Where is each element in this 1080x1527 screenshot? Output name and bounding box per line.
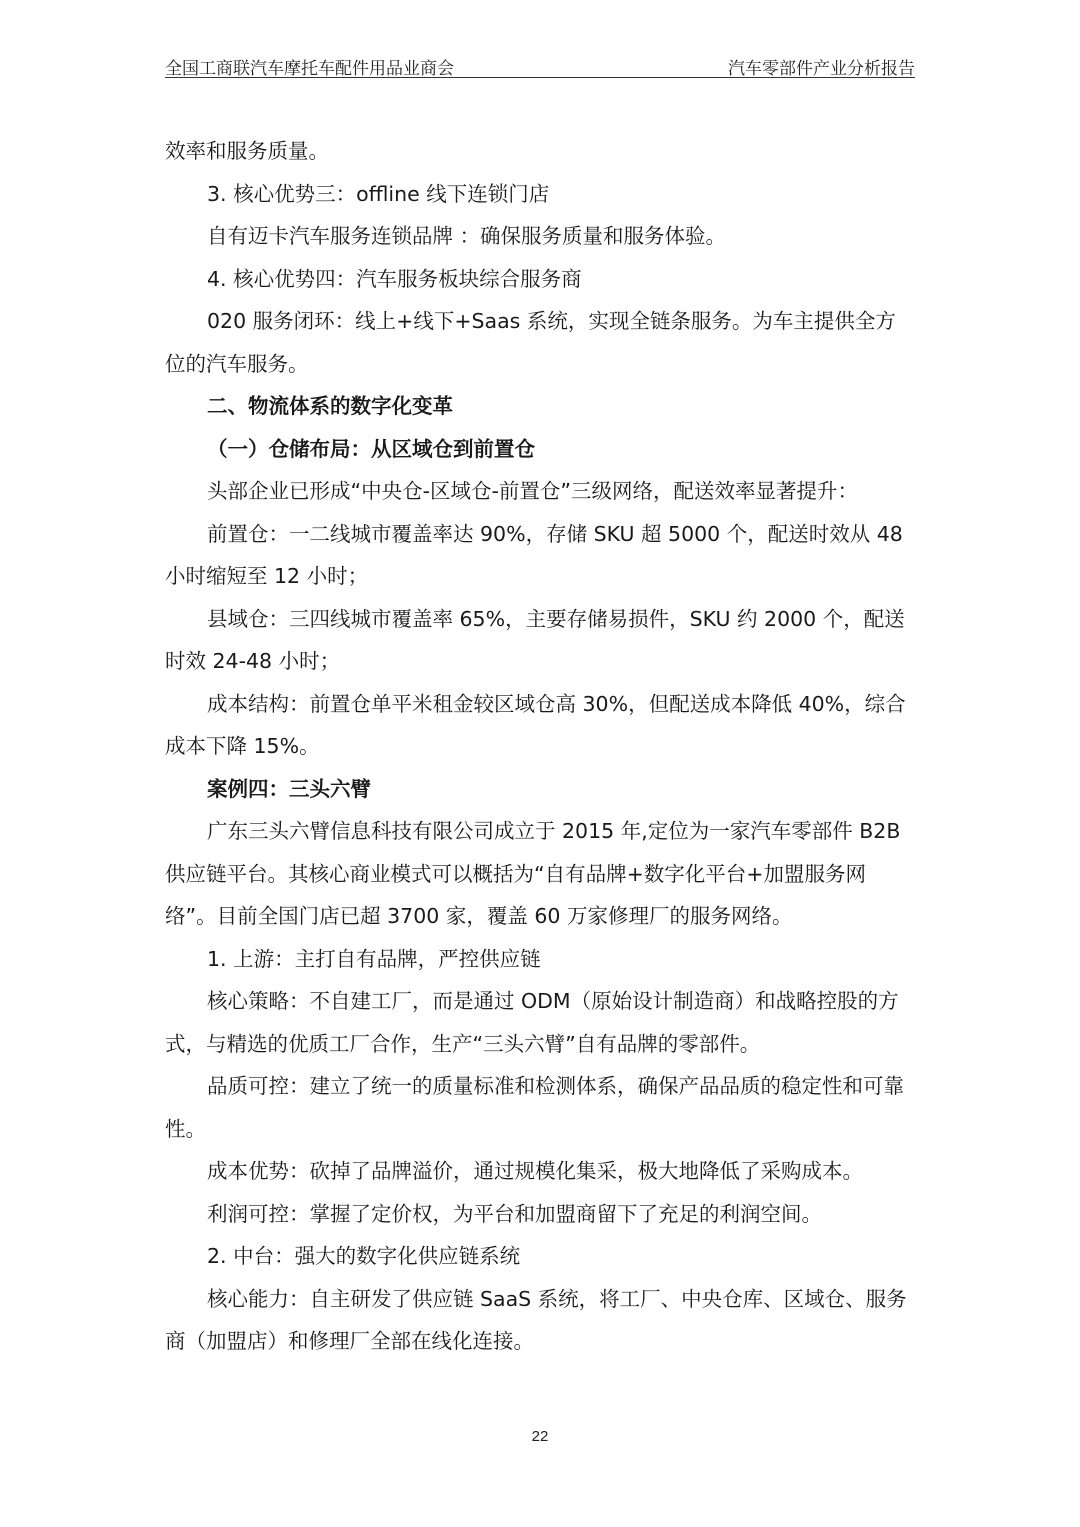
header-divider — [165, 77, 915, 78]
header-report-title: 汽车零部件产业分析报告 — [728, 59, 915, 79]
advantage-3-heading: 3. 核心优势三：offline 线下连锁门店 — [207, 181, 550, 206]
case-intro: 广东三头六臂信息科技有限公司成立于 2015 年,定位为一家汽车零部件 B2B 供应链平台。其核心商业模式可以概括为“自有品牌+数字化平台+加盟服务网络”。目前全国门店已超 3700 家，覆盖 60 万家修理厂的服务网络。 — [165, 819, 901, 928]
body-text — [165, 130, 915, 1363]
core-capability-text: 核心能力：自主研发了供应链 SaaS 系统，将工厂、中央仓库、区域仓、服务商（加盟店）和修理厂全部在线化连接。 — [165, 1286, 907, 1353]
profit-control-text: 利润可控：掌握了定价权，为平台和加盟商留下了充足的利润空间。 — [207, 1201, 822, 1226]
midplatform-heading: 2. 中台：强大的数字化供应链系统 — [207, 1244, 521, 1268]
page-number: 22 — [531, 1428, 549, 1445]
advantage-3-text: 自有迈卡汽车服务连锁品牌 ：确保服务质量和服务体验。 — [207, 224, 727, 248]
front-warehouse-text: 前置仓：一二线城市覆盖率达 90%，存储 SKU 超 5000 个，配送时效从 48 小时缩短至 12 小时； — [165, 521, 903, 588]
county-warehouse-text: 县域仓：三四线城市覆盖率 65%，主要存储易损件，SKU 约 2000 个，配送时效 24-48 小时； — [165, 606, 905, 673]
cost-structure-text: 成本结构：前置仓单平米租金较区域仓高 30%，但配送成本降低 40%，综合成本下降 15%。 — [165, 691, 906, 758]
warehouse-intro: 头部企业已形成“中央仓-区域仓-前置仓”三级网络，配送效率显著提升： — [207, 479, 859, 503]
header-organization: 全国工商联汽车摩托车配件用品业商会 — [165, 59, 454, 79]
paragraph-continuation: 效率和服务质量。 — [165, 139, 329, 163]
cost-advantage-text: 成本优势：砍掉了品牌溢价，通过规模化集采，极大地降低了采购成本。 — [207, 1159, 863, 1183]
quality-control-text: 品质可控：建立了统一的质量标准和检测体系，确保产品品质的稳定性和可靠性。 — [165, 1074, 904, 1141]
advantage-4-text: 020 服务闭环：线上+线下+Saas 系统，实现全链条服务。为车主提供全方位的汽车服务。 — [165, 309, 896, 376]
section-heading: 二、物流体系的数字化变革 — [207, 394, 453, 418]
core-strategy-text: 核心策略：不自建工厂，而是通过 ODM（原始设计制造商）和战略控股的方式，与精选的优质工厂合作，生产“三头六臂”自有品牌的零部件。 — [165, 989, 899, 1056]
case-heading: 案例四：三头六臂 — [207, 776, 371, 801]
upstream-heading: 1. 上游：主打自有品牌，严控供应链 — [207, 946, 541, 971]
subsection-heading: （一）仓储布局：从区域仓到前置仓 — [207, 436, 535, 461]
advantage-4-heading: 4. 核心优势四：汽车服务板块综合服务商 — [207, 266, 582, 291]
page-header — [165, 48, 915, 78]
